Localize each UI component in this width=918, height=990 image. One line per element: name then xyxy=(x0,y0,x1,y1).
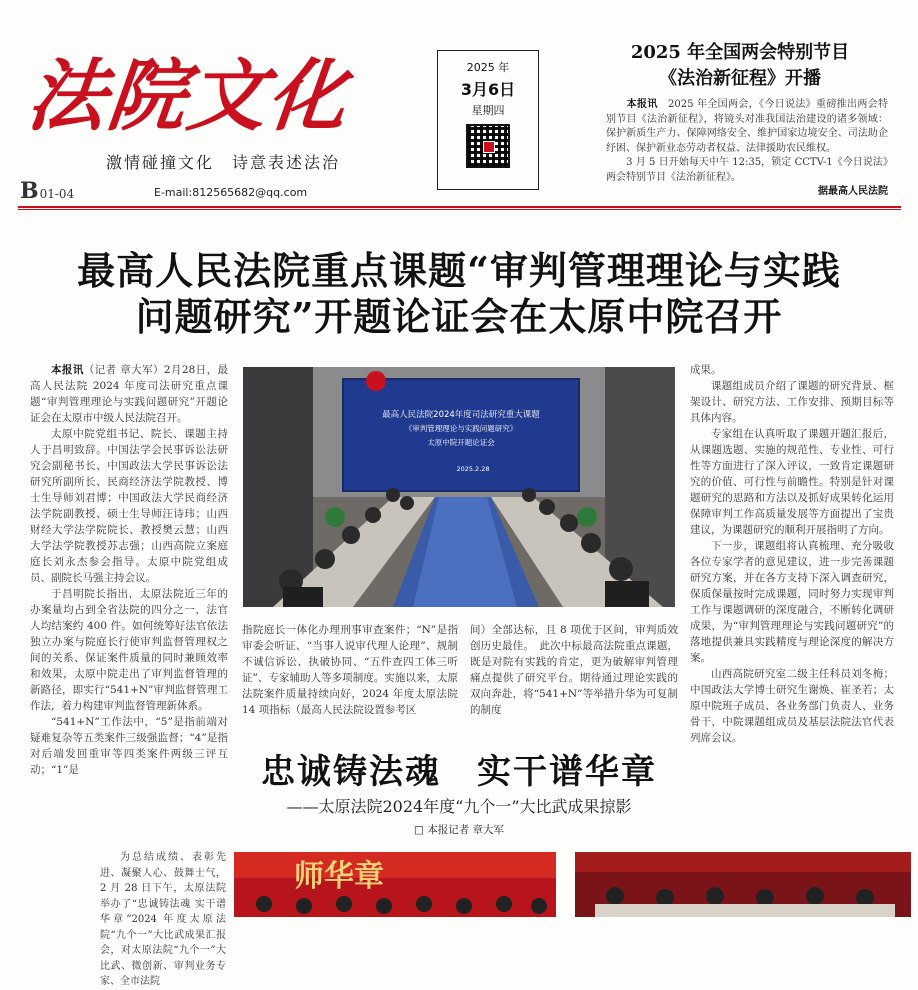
promo-lead: 本报讯 xyxy=(626,99,658,110)
ceremony-backdrop-text: 师华章 xyxy=(294,859,384,894)
paragraph: 成果。 xyxy=(690,364,722,376)
paragraph: 指院庭长一体化办理刑事审查案件；“N”是指审委会听证、“当事人说审代理人论理”、规制不诚信诉讼、执破协同、“五件查四工体三听证”、专家辅助人等多项制度。实施以来，太原法院案件质量持续向好，2024 年度太原法院 14 项指标（最高人民法院设置参考区 xyxy=(242,624,458,716)
paragraph: 太原中院党组书记、院长、课题主持人于昌明致辞。中国法学会民事诉讼法研究会副秘书长、中国政法大学民事诉讼法研究所副所长、民商经济法学院教授、博士生导师刘君博；中国政法大学民商经济法学院副教授、硕士生导师汪诗玮；山西财经大学法学院院长、教授樊云慧；山西大学法学院教授苏志强；山西高院立案庭庭长刘永杰参会指导。太原中院党组成员、副院长马强主持会议。 xyxy=(30,428,228,584)
lead-headline xyxy=(10,248,908,340)
promo-body xyxy=(606,98,888,200)
promo-title-line1: 2025 年全国两会特别节目 xyxy=(630,42,850,63)
page-range: 01-04 xyxy=(39,187,75,201)
paragraph: 课题组成员介绍了课题的研究背景、框架设计、研究方法、工作安排、预期目标等具体内容。 xyxy=(690,380,894,424)
email-address: E-mail:812565682@qq.com xyxy=(154,186,308,199)
paragraph: 山西高院研究室二级主任科员刘冬梅；中国政法大学博士研究生谢焕、崔圣若；太原中院班子成员、各业务部门负责人、业务骨干，中院课题组成员及基层法院法官代表列席会议。 xyxy=(690,668,894,744)
promo-source: 据最高人民法院 xyxy=(818,186,888,197)
masthead-title: 法院文化 xyxy=(23,51,353,142)
second-headline: 忠诚铸法魂 实干谱华章 xyxy=(261,752,657,792)
second-story-column xyxy=(100,850,226,987)
lead-story-column-mid2 xyxy=(470,622,678,716)
issue-weekday: 星期四 xyxy=(471,104,505,117)
promo-text2: 3 月 5 日开始每天中午 12:35，锁定 CCTV-1《今日说法》两会特别节目《法治新征程》。 xyxy=(606,157,888,183)
lead-story-column-left xyxy=(30,362,228,776)
banner-line2: 《审判管理理论与实践问题研究》 xyxy=(404,424,518,433)
lead-story-column-mid1 xyxy=(242,622,458,716)
lead-headline-line1: 最高人民法院重点课题“审判管理理论与实践 xyxy=(77,248,841,293)
masthead-slogan: 激情碰撞文化 诗意表述法治 xyxy=(106,153,341,172)
paragraph: 下一步，课题组将认真梳理、充分吸收各位专家学者的意见建议，进一步完善课题研究方案，并在各方支持下深入调查研究，保质保量按时完成课题，同时努力实现审判工作与课题调研的深度融合，不断转化调研成果，为“审判管理理论与实践问题研究”的落地提供兼具实践精度与理论深度的解决方案。 xyxy=(690,540,894,664)
promo-text: 2025 年全国两会，《今日说法》重磅推出两会特别节目《法治新征程》，将镜头对准我国法治建设的诸多领域：保护新质生产力、保障网络安全、维护国家边境安全、司法助企纾困、保护新业态劳动者权益、法律援助农民维权。 xyxy=(606,99,889,154)
paragraph: “541+N”工作法中，“5”是指前端对疑难复杂等五类案件三级强监督；“4”是指对后端发回重审等四类案件两级三评互动；“1”是 xyxy=(30,716,228,776)
lead-story-column-right xyxy=(690,362,894,744)
qr-code-icon xyxy=(466,124,510,168)
promo-title-line2: 《法治新征程》开播 xyxy=(659,68,821,89)
issue-month-day: 3月6日 xyxy=(460,80,516,99)
date-box xyxy=(437,50,539,190)
second-byline: □ 本报记者 章大军 xyxy=(413,824,505,836)
paragraph: 专家组在认真听取了课题开题汇报后，从课题选题、实施的规范性、专业性、可行性等方面进行了深入评议，一致肯定课题研究的价值、可行性与前瞻性。特别是针对课题研究的思路和方法以及抓好成果转化运用保障审判工作高质量发展等方面提出了宝贵建议，为课题研究的顺利开展指明了方向。 xyxy=(690,428,894,536)
page-letter: B xyxy=(20,178,39,204)
ceremony-photo-left-image xyxy=(234,852,556,917)
issue-year: 2025 年 xyxy=(466,61,510,74)
paragraph: 间）全部达标，且 8 项优于区间，审判质效创历史最佳。 此次中标最高法院重点课题，既是对院有实践的肯定，更为破解审判管理痛点提供了研究平台。期待通过理论实践的双向奔赴，将“541+N”等举措升华为可复制的制度 xyxy=(470,624,678,716)
banner-line1: 最高人民法院2024年度司法研究重大课题 xyxy=(382,410,540,420)
banner-date: 2025.2.28 xyxy=(456,465,490,473)
banner-line3: 太原中院开题论证会 xyxy=(427,438,495,447)
meeting-photo-image xyxy=(243,367,675,607)
promo-title xyxy=(590,40,890,92)
paragraph: 为总结成绩、表彰先进、凝聚人心、鼓舞士气，2 月 28 日下午，太原法院举办了“忠诚铸法魂 实干谱华章”2024 年度太原法院“九个一”大比武成果汇报会，对太原法院“九个一”大比武、微创新、审判业务专家、全市法院 xyxy=(100,852,226,987)
ceremony-photo-left xyxy=(234,852,556,917)
meeting-photo xyxy=(243,367,675,607)
ceremony-photo-right xyxy=(575,852,911,917)
second-subhead: ——太原法院2024年度“九个一”大比武成果掠影 xyxy=(286,797,632,816)
paragraph: （记者 章大军）2月28日，最高人民法院 2024 年度司法研究重点课题“审判管理理论与实践问题研究”开题论证会在太原市中级人民法院召开。 xyxy=(30,364,228,424)
ceremony-photo-right-image xyxy=(575,852,911,917)
header-divider xyxy=(18,206,901,208)
header-divider-thin xyxy=(18,209,901,210)
page-number xyxy=(20,178,74,204)
lead-dateline: 本报讯 xyxy=(51,364,84,376)
paragraph: 于昌明院长指出，太原法院近三年的办案量均占到全省法院的四分之一，法官人均结案约 400 件。如何统筹好法官依法独立办案与院庭长行使审判监督管理权之间的关系、保证案件质量的同时兼顾效率和效果，太原中院走出了审判监督管理的新路径，即实行“541+N”审判监督管理工作法，着力构建审判监督管理新体系。 xyxy=(30,588,228,712)
lead-headline-line2: 问题研究”开题论证会在太原中院召开 xyxy=(135,294,783,339)
